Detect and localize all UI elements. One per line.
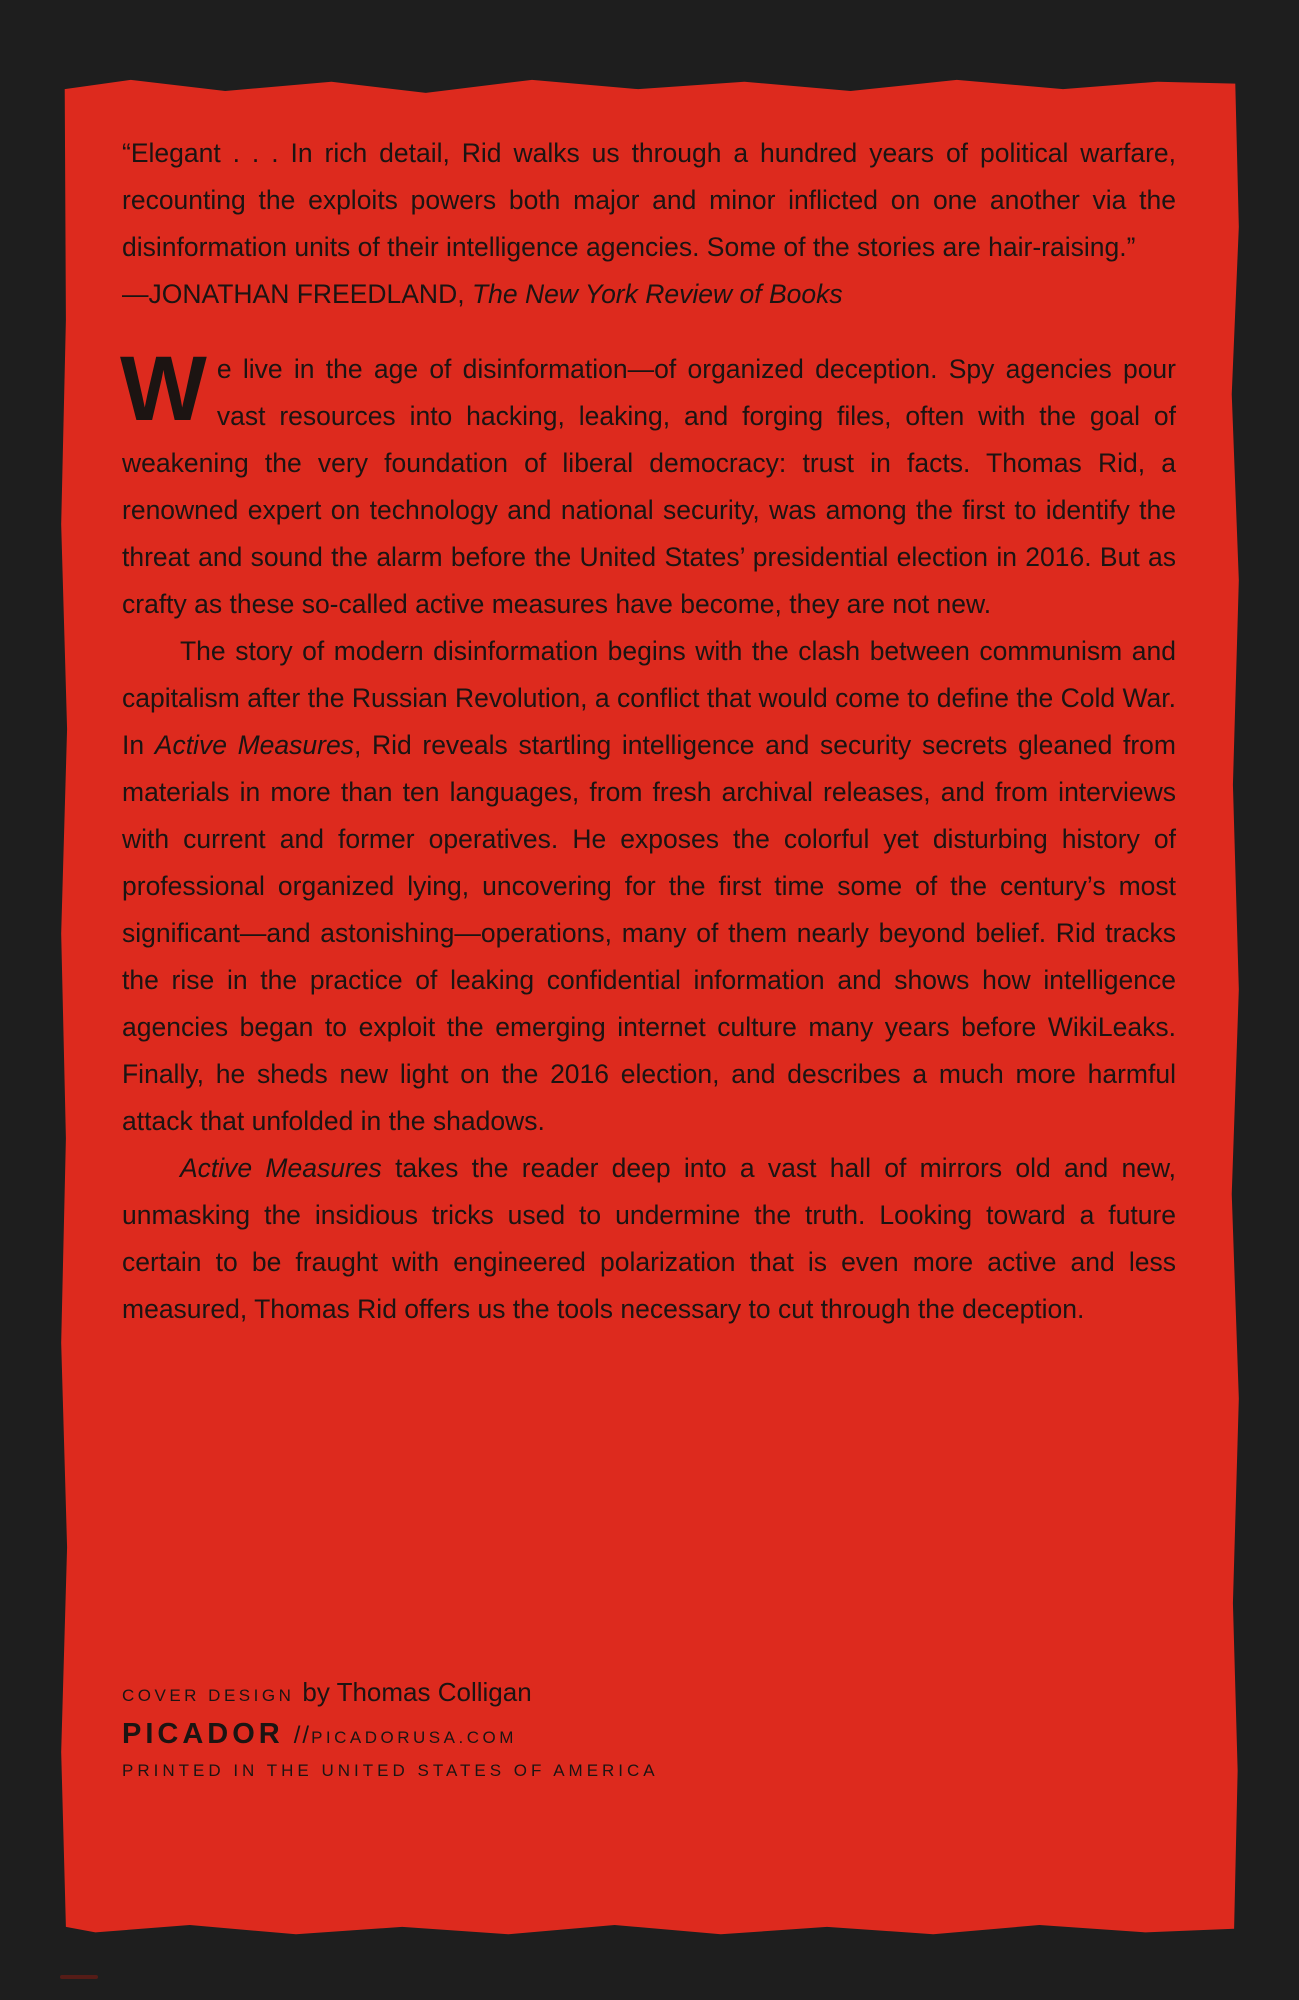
designer-name: by Thomas Colligan xyxy=(302,1677,532,1707)
review-blurb xyxy=(122,130,1176,318)
description-paragraph-1 xyxy=(120,338,1176,628)
description-p2-text-a: The story of modern disinformation begins with the clash between communism and capitalism after the Russian Revolution, a conflict that would come to define the Cold War. In xyxy=(122,636,1176,760)
publisher-line xyxy=(122,1712,822,1756)
blurb-attribution xyxy=(122,271,1176,318)
description-paragraph-3 xyxy=(122,1145,1176,1333)
book-title-italic: Active Measures xyxy=(154,730,354,760)
publisher-separator: // xyxy=(293,1722,312,1749)
description-p3-text: takes the reader deep into a vast hall of mirrors old and new, unmasking the insidious tricks used to undermine the truth. Looking toward a future certain to be fraught with engineered polarization that is even more active and less measured, Thomas Rid offers us the tools necessary to cut through the deception. xyxy=(122,1153,1176,1324)
drop-cap: W xyxy=(120,338,207,440)
book-title-italic: Active Measures xyxy=(180,1153,382,1183)
description-p2-text-b: , Rid reveals startling intelligence and security secrets gleaned from materials in more than ten languages, from fresh archival releases, and from interviews with current and former operatives. He exposes the colorful yet disturbing history of professional organized lying, uncovering for the first time some of the century’s most significant—and astonishing—operations, many of them nearly beyond belief. Rid tracks the rise in the practice of leaking confidential information and shows how intelligence agencies began to exploit the emerging internet culture many years before WikiLeaks. Finally, he sheds new light on the 2016 election, and describes a much more harmful attack that unfolded in the shadows. xyxy=(122,730,1176,1136)
description-p1-text: e live in the age of disinformation—of organized deception. Spy agencies pour vast resources into hacking, leaking, and forging files, often with the goal of weakening the very foundation of liberal democracy: trust in facts. Thomas Rid, a renowned expert on technology and national security, was among the first to identify the threat and sound the alarm before the United States’ presidential election in 2016. But as crafty as these so-called active measures have become, they are not new. xyxy=(122,354,1176,619)
printed-in-notice: PRINTED IN THE UNITED STATES OF AMERICA xyxy=(122,1761,659,1780)
cover-text xyxy=(122,130,1176,1333)
blurb-publication: The New York Review of Books xyxy=(471,279,843,309)
paper-tear-fleck xyxy=(60,1975,98,1979)
credits-block xyxy=(122,1672,822,1786)
blurb-quote: “Elegant . . . In rich detail, Rid walks us through a hundred years of political warfare, recounting the exploits powers both major and minor inflicted on one another via the disinformation units of their intelligence agencies. Some of the stories are hair-raising.” xyxy=(122,138,1176,262)
description-paragraph-2 xyxy=(122,628,1176,1145)
publisher-url: PICADORUSA.COM xyxy=(311,1728,517,1747)
cover-design-label: COVER DESIGN xyxy=(122,1686,295,1705)
publisher-name: PICADOR xyxy=(122,1718,284,1750)
blurb-author: —JONATHAN FREEDLAND, xyxy=(122,279,472,309)
book-description xyxy=(120,338,1176,1333)
cover-design-credit xyxy=(122,1672,822,1712)
